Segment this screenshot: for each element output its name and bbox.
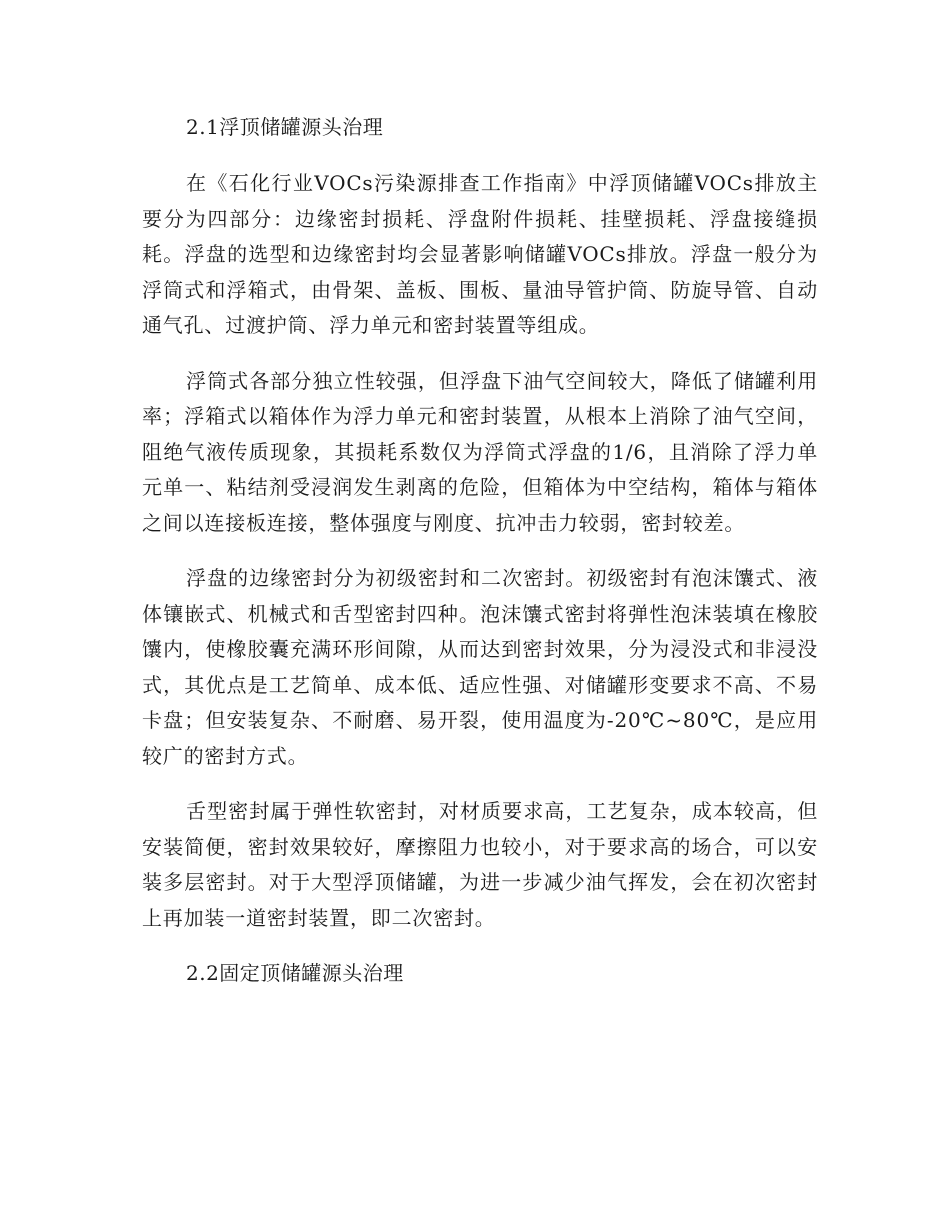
- paragraph-2: 浮筒式各部分独立性较强，但浮盘下油气空间较大，降低了储罐利用率；浮箱式以箱体作为浮力单元和密封装置，从根本上消除了油气空间，阻绝气液传质现象，其损耗系数仅为浮筒式浮盘的1/6，且消除了浮力单元单一、粘结剂受浸润发生剥离的危险，但箱体为中空结构，箱体与箱体之间以连接板连接，整体强度与刚度、抗冲击力较弱，密封较差。: [142, 368, 818, 535]
- document-page: [142, 110, 818, 990]
- paragraph-1: 在《石化行业VOCs污染源排查工作指南》中浮顶储罐VOCs排放主要分为四部分：边缘密封损耗、浮盘附件损耗、挂壁损耗、浮盘接缝损耗。浮盘的选型和边缘密封均会显著影响储罐VOCs排放。浮盘一般分为浮筒式和浮箱式，由骨架、盖板、围板、量油导管护筒、防旋导管、自动通气孔、过渡护筒、浮力单元和密封装置等组成。: [142, 171, 818, 337]
- paragraph-4: 舌型密封属于弹性软密封，对材质要求高，工艺复杂，成本较高，但安装简便，密封效果较好，摩擦阻力也较小，对于要求高的场合，可以安装多层密封。对于大型浮顶储罐，为进一步减少油气挥发，会在初次密封上再加装一道密封装置，即二次密封。: [142, 799, 818, 930]
- section-heading-2-2: 2.2固定顶储罐源头治理: [186, 961, 404, 985]
- section-heading-2-1: 2.1浮顶储罐源头治理: [186, 115, 384, 139]
- paragraph-3: 浮盘的边缘密封分为初级密封和二次密封。初级密封有泡沫馕式、液体镶嵌式、机械式和舌型密封四种。泡沫馕式密封将弹性泡沫装填在橡胶馕内，使橡胶囊充满环形间隙，从而达到密封效果，分为浸没式和非浸没式，其优点是工艺简单、成本低、适应性强、对储罐形变要求不高、不易卡盘；但安装复杂、不耐磨、易开裂，使用温度为-20℃~80℃，是应用较广的密封方式。: [142, 566, 818, 768]
